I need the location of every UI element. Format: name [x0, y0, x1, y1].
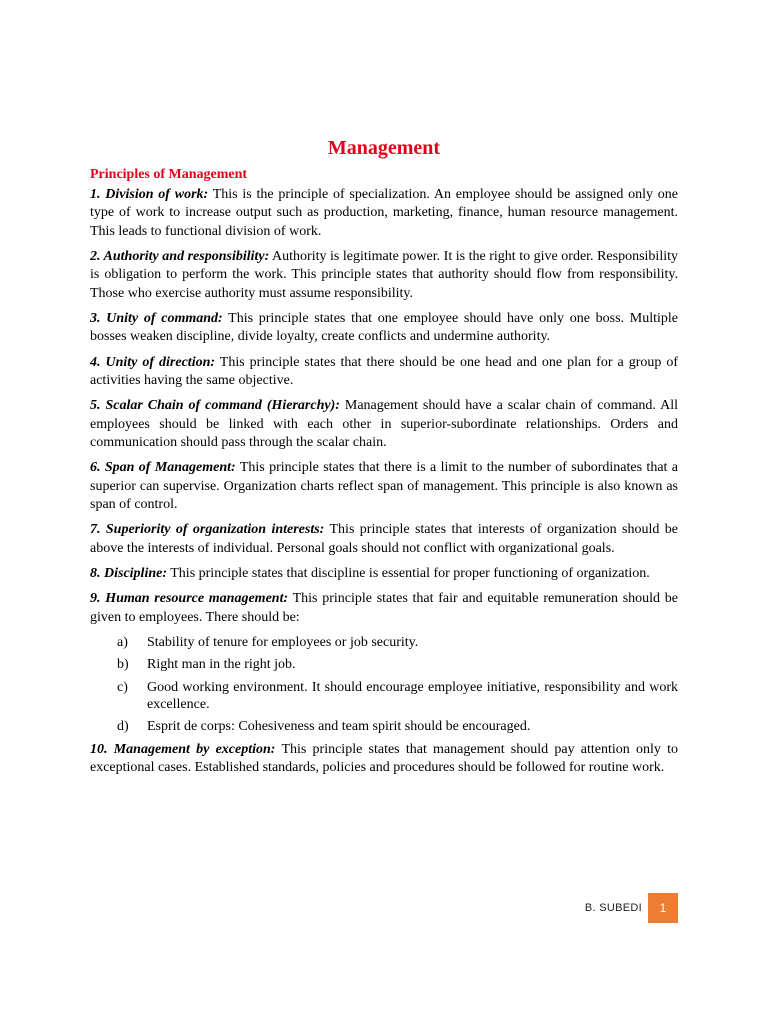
- principle-text: This principle states that one employee should have only one boss. Multiple bosses weaken discipline, divide loyalty, create conflicts and undermine authority.: [90, 311, 678, 345]
- principle-heading: 5. Scalar Chain of command (Hierarchy):: [90, 398, 340, 414]
- principle-heading: 9. Human resource management:: [90, 591, 289, 607]
- list-item: [90, 656, 678, 673]
- principle-heading: 4. Unity of direction:: [90, 354, 216, 370]
- author-name: B. SUBEDI: [584, 902, 642, 914]
- principle-text: This is the principle of specialization. An employee should be assigned only one type of work to increase output such as production, marketing, finance, human resource management. This leads to functional division of work.: [90, 187, 678, 239]
- principle-heading: 10. Management by exception:: [90, 742, 276, 758]
- list-item: [90, 634, 678, 651]
- principle-text: Management should have a scalar chain of command. All employees should be linked with each other in superior-subordinate relationships. Orders and communication should pass through the scalar chain.: [90, 398, 679, 451]
- principle-heading: 1. Division of work:: [90, 187, 209, 202]
- principle-text: This principle states that there is a limit to the number of subordinates that a superior can supervise. Organization charts reflect span of management. This principle is also known as span of control.: [90, 460, 679, 513]
- principle-paragraph: [90, 741, 678, 778]
- list-item: [90, 679, 678, 713]
- principle-heading: 8. Discipline:: [90, 565, 167, 581]
- principle-paragraph: [90, 565, 678, 583]
- page-number: 1: [648, 893, 678, 923]
- list-item-text: Right man in the right job.: [147, 657, 296, 673]
- principle-paragraph: [90, 521, 678, 558]
- principle-text: This principle states that management should pay attention only to exceptional cases. Established standards, policies and procedures should be followed for routine work.: [90, 742, 678, 776]
- principle-paragraph: [90, 590, 678, 627]
- page-title: Management: [327, 137, 441, 159]
- list-marker: a): [117, 634, 128, 650]
- page-footer: [0, 893, 768, 923]
- list-marker: c): [117, 679, 128, 695]
- principle-heading: 3. Unity of command:: [90, 311, 223, 327]
- section-subtitle: Principles of Management: [90, 167, 248, 182]
- list-item-text: Good working environment. It should encourage employee initiative, responsibility and work excellence.: [147, 679, 678, 712]
- principle-paragraph: [90, 310, 678, 347]
- principle-paragraph: [90, 354, 678, 391]
- principle-text: This principle states that discipline is essential for proper functioning of organization.: [170, 565, 650, 581]
- list-marker: b): [117, 657, 129, 673]
- list-marker: d): [117, 719, 129, 735]
- principle-paragraph: [90, 248, 678, 303]
- principle-text: This principle states that there should be one head and one plan for a group of activities having the same objective.: [90, 354, 679, 389]
- principle-text: This principle states that interests of organization should be above the interests of individual. Personal goals should not conflict with organizational goals.: [90, 522, 678, 556]
- principle-paragraph: [90, 186, 678, 241]
- list-item-text: Stability of tenure for employees or job security.: [147, 634, 419, 650]
- principle-paragraph: [90, 397, 678, 452]
- list-item-text: Esprit de corps: Cohesiveness and team spirit should be encouraged.: [147, 719, 531, 735]
- principle-text: Authority is legitimate power. It is the right to give order. Responsibility is obligation to perform the work. This principle states that authority should flow from responsibility. Those who exercise authority must assume responsibility.: [90, 249, 678, 301]
- principle-heading: 2. Authority and responsibility:: [90, 249, 270, 265]
- list-item: [90, 718, 678, 735]
- principle-heading: 7. Superiority of organization interests:: [90, 522, 325, 538]
- principle-heading: 6. Span of Management:: [90, 460, 236, 476]
- principle-paragraph: [90, 459, 678, 514]
- document-body: [90, 136, 678, 785]
- principle-text: This principle states that fair and equitable remuneration should be given to employees. There should be:: [90, 591, 678, 625]
- hr-requirements-list: [90, 634, 678, 736]
